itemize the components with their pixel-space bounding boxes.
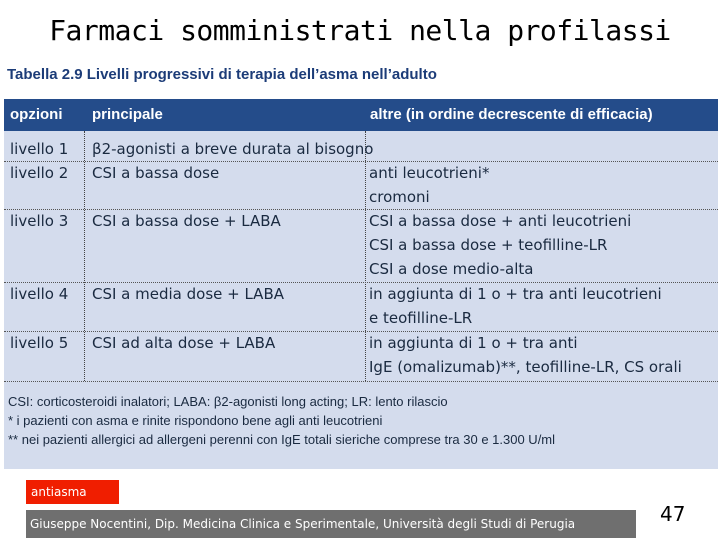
table-cell-level: livello 2 [10, 164, 69, 182]
table-cell-main: CSI a bassa dose [92, 164, 220, 182]
row-divider [4, 282, 718, 283]
slide-title: Farmaci somministrati nella profilassi [49, 14, 671, 47]
footnote: * i pazienti con asma e rinite rispondono bene agli anti leucotrieni [8, 413, 383, 428]
table-cell-level: livello 3 [10, 212, 69, 230]
footer-credit: Giuseppe Nocentini, Dip. Medicina Clinica e Sperimentale, Università degli Studi di Perugia [26, 510, 636, 538]
header-altre: altre (in ordine decrescente di efficacia) [370, 106, 653, 123]
table-header-row [4, 99, 718, 131]
table-cell-other: in aggiunta di 1 o + tra anti [369, 334, 578, 352]
table-cell-level: livello 1 [10, 140, 69, 158]
table-cell-other: CSI a bassa dose + anti leucotrieni [369, 212, 632, 230]
table-cell-level: livello 4 [10, 285, 69, 303]
page-number: 47 [660, 502, 686, 526]
header-opzioni: opzioni [10, 106, 63, 123]
table-cell-other: anti leucotrieni* [369, 164, 490, 182]
row-divider [4, 331, 718, 332]
table-cell-main: β2-agonisti a breve durata al bisogno [92, 140, 374, 158]
table-cell-other: IgE (omalizumab)**, teofilline-LR, CS orali [369, 358, 682, 376]
row-divider [4, 209, 718, 210]
topic-tag: antiasma [26, 480, 119, 504]
table-cell-main: CSI a media dose + LABA [92, 285, 284, 303]
table-footnotes [8, 392, 555, 449]
table-caption: Tabella 2.9 Livelli progressivi di terapia dell’asma nell’adulto [7, 66, 437, 83]
table-cell-other: in aggiunta di 1 o + tra anti leucotrieni [369, 285, 662, 303]
column-divider [365, 131, 366, 381]
header-principale: principale [92, 106, 163, 123]
table-cell-level: livello 5 [10, 334, 69, 352]
table-cell-other: cromoni [369, 188, 430, 206]
therapy-table [4, 99, 718, 469]
table-cell-other: CSI a dose medio-alta [369, 260, 534, 278]
table-cell-main: CSI a bassa dose + LABA [92, 212, 281, 230]
row-divider [4, 381, 718, 382]
column-divider [84, 131, 85, 381]
footnote: ** nei pazienti allergici ad allergeni perenni con IgE totali sieriche comprese tra 30 e 1.300 U/ml [8, 432, 556, 447]
footnote: CSI: corticosteroidi inalatori; LABA: β2-agonisti long acting; LR: lento rilascio [8, 394, 448, 409]
table-cell-main: CSI ad alta dose + LABA [92, 334, 276, 352]
table-cell-other: CSI a bassa dose + teofilline-LR [369, 236, 608, 254]
row-divider [4, 161, 718, 162]
table-cell-other: e teofilline-LR [369, 309, 473, 327]
